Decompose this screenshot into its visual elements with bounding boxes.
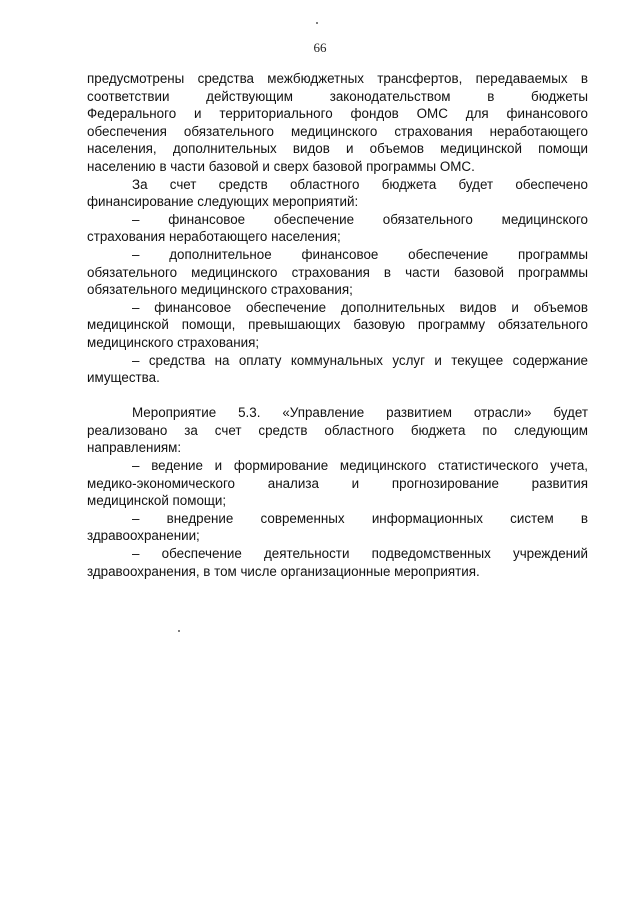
text-line: обеспечения обязательного медицинского страхования неработающего: [87, 123, 588, 139]
text-line: финансирование следующих мероприятий:: [87, 194, 359, 210]
list-item: [87, 211, 588, 246]
document-body: [87, 70, 588, 580]
list-item: [87, 352, 588, 387]
text-line: Федерального и территориального фондов ОМС для финансового: [87, 106, 588, 122]
text-line: – финансовое обеспечение дополнительных видов и объемов: [132, 299, 588, 315]
text-line: здравоохранения, в том числе организационные мероприятия.: [87, 563, 480, 579]
text-line: Мероприятие 5.3. «Управление развитием отрасли» будет: [132, 405, 588, 421]
text-line: – внедрение современных информационных систем в: [132, 510, 588, 526]
text-line: соответствии действующим законодательством в бюджеты: [87, 88, 588, 104]
text-line: медицинской помощи;: [87, 493, 227, 509]
text-line: населению в части базовой и сверх базовой программы ОМС.: [87, 158, 475, 174]
text-line: предусмотрены средства межбюджетных трансфертов, передаваемых в: [87, 71, 588, 86]
scan-speck-bottom: [178, 630, 180, 632]
paragraph-gap: [87, 387, 588, 405]
text-line: обязательного медицинского страхования в части базовой программы: [87, 264, 588, 280]
text-line: направлениям:: [87, 440, 182, 456]
list-item: [87, 246, 588, 299]
list-item: [87, 457, 588, 510]
text-line: – средства на оплату коммунальных услуг и текущее содержание: [132, 352, 588, 368]
text-line: За счет средств областного бюджета будет обеспечено: [132, 176, 588, 192]
list-item: [87, 510, 588, 545]
text-line: обязательного медицинского страхования;: [87, 282, 353, 298]
paragraph-transfers: [87, 70, 588, 176]
paragraph-measure-5-3: [87, 404, 588, 457]
text-line: медицинского страхования;: [87, 334, 260, 350]
text-line: страхования неработающего населения;: [87, 229, 341, 245]
paragraph-regional-budget: [87, 176, 588, 211]
text-line: – финансовое обеспечение обязательного медицинского: [132, 211, 588, 227]
text-line: – дополнительное финансовое обеспечение программы: [132, 246, 588, 262]
text-line: здравоохранении;: [87, 528, 200, 544]
text-line: медицинской помощи, превышающих базовую программу обязательного: [87, 317, 588, 333]
text-line: реализовано за счет средств областного бюджета по следующим: [87, 422, 588, 438]
text-line: медико-экономического анализа и прогнозирование развития: [87, 475, 588, 491]
text-line: имущества.: [87, 370, 160, 386]
scan-speck-top: [316, 22, 318, 24]
text-line: населения, дополнительных видов и объемов медицинской помощи: [87, 141, 588, 157]
text-line: – обеспечение деятельности подведомственных учреждений: [132, 546, 588, 562]
list-item: [87, 545, 588, 580]
page-number: 66: [313, 40, 327, 55]
text-line: – ведение и формирование медицинского статистического учета,: [132, 458, 588, 474]
list-item: [87, 299, 588, 352]
